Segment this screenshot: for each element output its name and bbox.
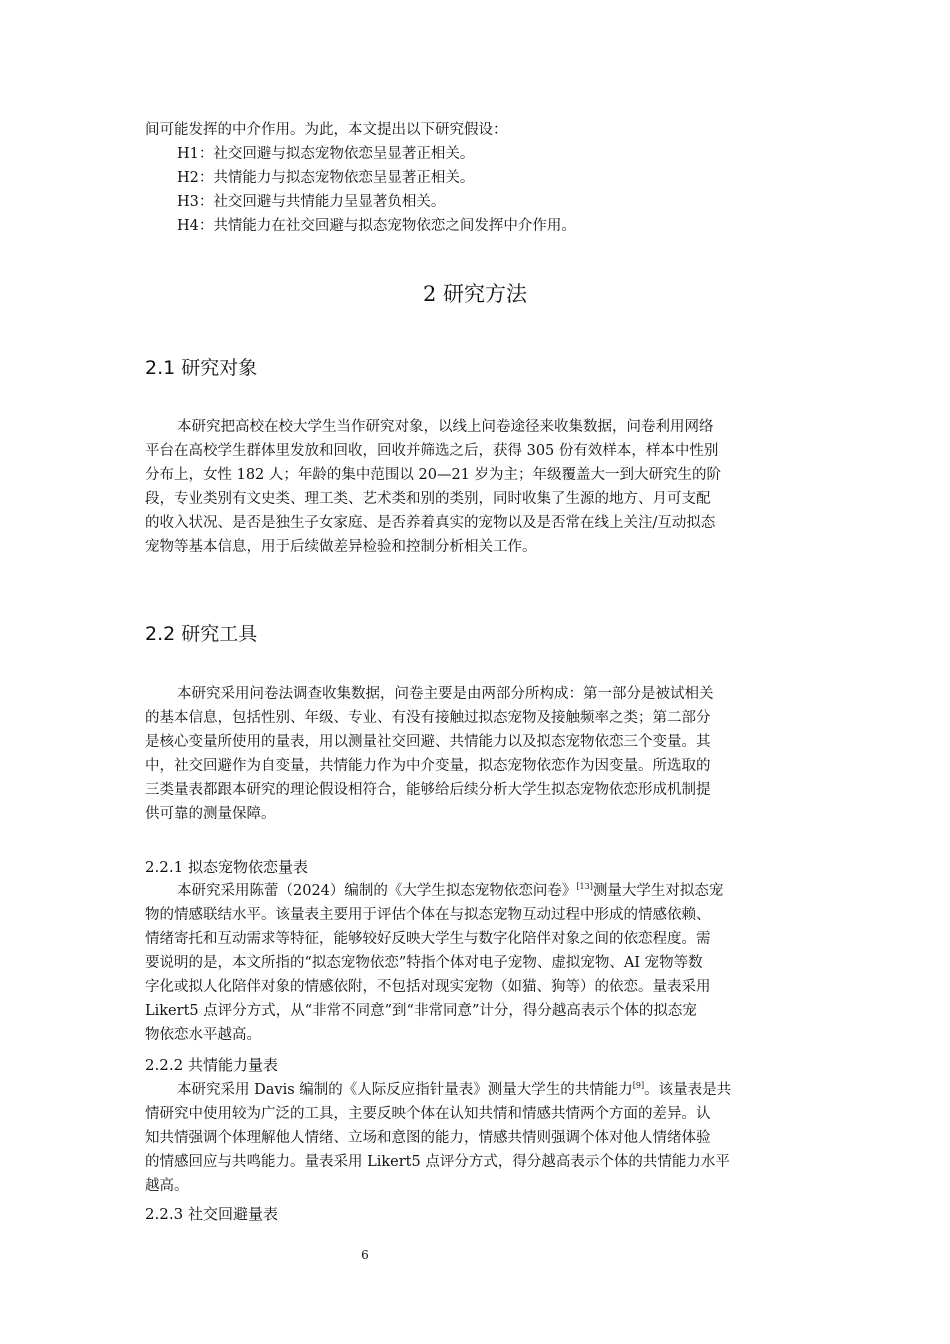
text-run: 本研究采用陈蕾（2024）编制的《大学生拟态宠物依恋问卷》 [177,883,577,899]
paragraph-line: 平台在高校学生群体里发放和回收，回收并筛选之后，获得 305 份有效样本，样本中性别 [145,443,719,459]
hypothesis-h2: H2：共情能力与拟态宠物依恋呈显著正相关。 [177,170,475,186]
text-run: 。该量表是共 [644,1082,732,1098]
section-2-2-title: 2.2 研究工具 [145,623,258,645]
section-title: 拟态宠物依恋量表 [187,858,308,876]
paragraph-first-line [145,1078,807,1102]
hypothesis-h4: H4：共情能力在社交回避与拟态宠物依恋之间发挥中介作用。 [177,218,576,234]
section-number: 2.2.3 [145,1205,188,1223]
citation-ref: [9] [632,1081,645,1090]
intro-line: 间可能发挥的中介作用。为此，本文提出以下研究假设： [145,122,508,138]
paragraph-line: 宠物等基本信息，用于后续做差异检验和控制分析相关工作。 [145,539,537,555]
intro-paragraph [145,118,807,142]
section-2-2-3-heading [145,1202,278,1226]
hypothesis-h3: H3：社交回避与共情能力呈显著负相关。 [177,194,446,210]
text-run: 本研究采用 Davis 编制的《人际反应指针量表》测量大学生的共情能力 [177,1082,633,1098]
section-2-1-title: 2.1 研究对象 [145,357,258,379]
paragraph-line: 是核心变量所使用的量表，用以测量社交回避、共情能力以及拟态宠物依恋三个变量。其 [145,734,711,750]
section-number: 2.2.1 [145,858,188,876]
paragraph-line: 知共情强调个体理解他人情绪、立场和意图的能力，情感共情则强调个体对他人情绪体验 [145,1130,711,1146]
paragraph-line: 段，专业类别有文史类、理工类、艺术类和别的类别，同时收集了生源的地方、月可支配 [145,491,711,507]
paragraph-line: 的情感回应与共鸣能力。量表采用 Likert5 点评分方式，得分越高表示个体的共情能力水平 [145,1154,730,1170]
paragraph-line: 的收入状况、是否是独生子女家庭、是否养着真实的宠物以及是否常在线上关注/互动拟态 [145,515,716,531]
paragraph-line: 情研究中使用较为广泛的工具，主要反映个体在认知共情和情感共情两个方面的差异。认 [145,1106,711,1122]
paragraph-line: 越高。 [145,1178,189,1194]
hypothesis-h1: H1：社交回避与拟态宠物依恋呈显著正相关。 [177,146,475,162]
paragraph-line: 本研究把高校在校大学生当作研究对象，以线上问卷途径来收集数据，问卷利用网络 [177,419,714,435]
section-2-2-2-paragraph [145,1078,807,1198]
chapter-title: 2 研究方法 [422,282,528,306]
paragraph-line: 中，社交回避作为自变量，共情能力作为中介变量，拟态宠物依恋作为因变量。所选取的 [145,758,711,774]
section-2-2-paragraph [145,682,807,826]
paragraph-first-line [145,879,807,903]
paragraph-line: 供可靠的测量保障。 [145,806,276,822]
paragraph-line: 本研究采用问卷法调查收集数据，问卷主要是由两部分所构成：第一部分是被试相关 [177,686,714,702]
paragraph-line: 分布上，女性 182 人；年龄的集中范围以 20—21 岁为主；年级覆盖大一到大研究生的阶 [145,467,722,483]
paragraph-line: 字化或拟人化陪伴对象的情感依附，不包括对现实宠物（如猫、狗等）的依恋。量表采用 [145,979,711,995]
paragraph-line: 三类量表都跟本研究的理论假设相符合，能够给后续分析大学生拟态宠物依恋形成机制提 [145,782,711,798]
section-2-2-1-heading [145,855,308,879]
page-number: 6 [361,1248,369,1262]
paragraph-line: 物的情感联结水平。该量表主要用于评估个体在与拟态宠物互动过程中形成的情感依赖、 [145,907,711,923]
section-title: 共情能力量表 [187,1056,278,1074]
section-2-2-2-heading [145,1053,278,1077]
paragraph-line: Likert5 点评分方式，从“非常不同意”到“非常同意”计分，得分越高表示个体的拟态宠 [145,1003,697,1019]
section-2-1-paragraph [145,415,807,559]
section-title: 社交回避量表 [187,1205,278,1223]
paragraph-line: 要说明的是，本文所指的“拟态宠物依恋”特指个体对电子宠物、虚拟宠物、AI 宠物等数 [145,955,703,971]
section-2-2-1-paragraph [145,879,807,1047]
citation-ref: [13] [576,882,593,891]
paragraph-line: 物依恋水平越高。 [145,1027,261,1043]
section-number: 2.2.2 [145,1056,188,1074]
paragraph-line: 情绪寄托和互动需求等特征，能够较好反映大学生与数字化陪伴对象之间的依恋程度。需 [145,931,711,947]
paragraph-line: 的基本信息，包括性别、年级、专业、有没有接触过拟态宠物及接触频率之类；第二部分 [145,710,711,726]
text-run: 测量大学生对拟态宠 [592,883,724,899]
